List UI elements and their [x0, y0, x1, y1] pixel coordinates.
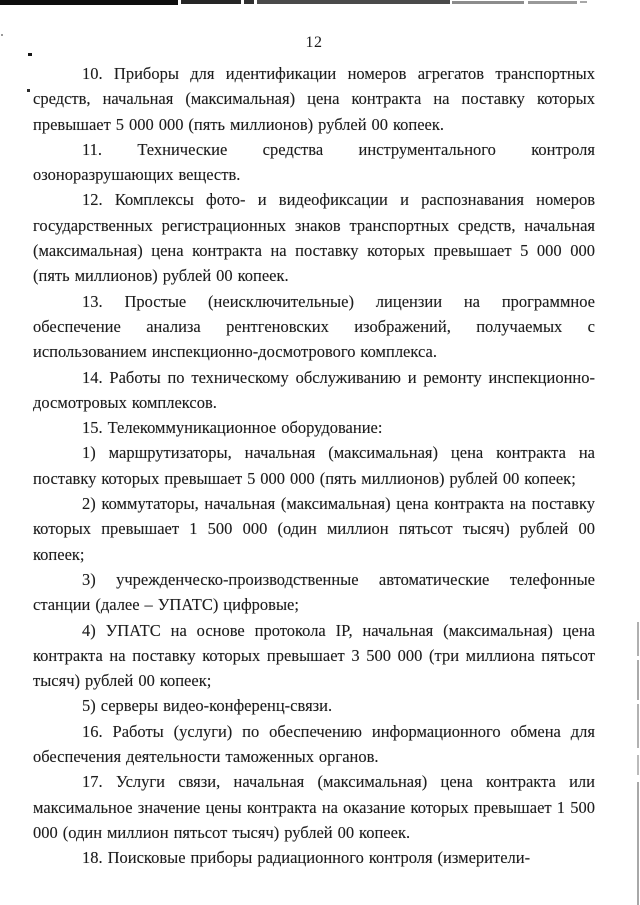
scan-top-edge-artifact: [528, 1, 577, 4]
paragraph-15-subitem-4: 4) УПАТС на основе протокола IP, начальная (максимальная) цена контракта на поставку которых превышает 3 500 000 (три миллиона пятьсот тысяч) рублей 00 копеек;: [33, 620, 595, 691]
scan-top-edge-artifact: [580, 1, 587, 3]
paragraph-16: 16. Работы (услуги) по обеспечению информационного обмена для обеспечения деятельности таможенных органов.: [33, 721, 595, 767]
paragraph-13: 13. Простые (неисключительные) лицензии на программное обеспечение анализа рентгеновских изображений, получаемых с использованием инспекционно-досмотрового комплекса.: [33, 291, 595, 362]
paragraph-15: 15. Телекоммуникационное оборудование:: [82, 418, 383, 438]
scan-right-edge-artifact: [637, 704, 639, 748]
scan-top-edge-artifact: [452, 1, 524, 4]
scan-speck-artifact: [27, 89, 30, 92]
scan-top-edge-artifact: [244, 0, 254, 4]
scan-speck-artifact: [1, 34, 3, 36]
paragraph-14: 14. Работы по техническому обслуживанию и ремонту инспекционно-досмотровых комплексов.: [33, 367, 595, 412]
scan-top-edge-artifact: [257, 0, 450, 4]
scan-right-edge-artifact: [637, 755, 639, 775]
paragraph-15-subitem-3: 3) учрежденческо-производственные автоматические телефонные станции (далее – УПАТС) цифровые;: [33, 569, 595, 615]
scan-top-edge-artifact: [181, 0, 241, 4]
paragraph-15-subitem-5: 5) серверы видео-конференц-связи.: [82, 696, 333, 716]
scan-top-edge-artifact: [0, 0, 178, 5]
paragraph-17: 17. Услуги связи, начальная (максимальная) цена контракта или максимальное значение цены контракта на оказание которых превышает 1 500 000 (один миллион пятьсот тысяч) рублей 00 копеек.: [33, 772, 595, 842]
scan-right-edge-artifact: [637, 782, 639, 905]
paragraph-18: 18. Поисковые приборы радиационного контроля (измерители-: [82, 848, 531, 868]
paragraph-15-subitem-2: 2) коммутаторы, начальная (максимальная) цена контракта на поставку которых превышает 1 500 000 (один миллион пятьсот тысяч) рублей 00 копеек;: [33, 494, 595, 564]
scan-right-edge-artifact: [637, 660, 639, 700]
scan-speck-artifact: [28, 53, 32, 56]
text-block: [33, 61, 595, 871]
paragraph-10: 10. Приборы для идентификации номеров агрегатов транспортных средств, начальная (максимальная) цена контракта на поставку которых превышает 5 000 000 (пять миллионов) рублей 00 копеек.: [33, 64, 595, 134]
scan-right-edge-artifact: [637, 622, 639, 656]
page-number: 12: [305, 34, 323, 51]
paragraph-12: 12. Комплексы фото- и видеофиксации и распознавания номеров государственных регистрационных знаков транспортных средств, начальная (максимальная) цена контракта на поставку которых превышает 5 000 000 (пять миллионов) рублей 00 копеек.: [33, 190, 595, 286]
paragraph-11: 11. Технические средства инструментального контроля озоноразрушающих веществ.: [33, 139, 595, 185]
paragraph-15-subitem-1: 1) маршрутизаторы, начальная (максимальная) цена контракта на поставку которых превышает 5 000 000 (пять миллионов) рублей 00 копеек;: [33, 443, 595, 488]
